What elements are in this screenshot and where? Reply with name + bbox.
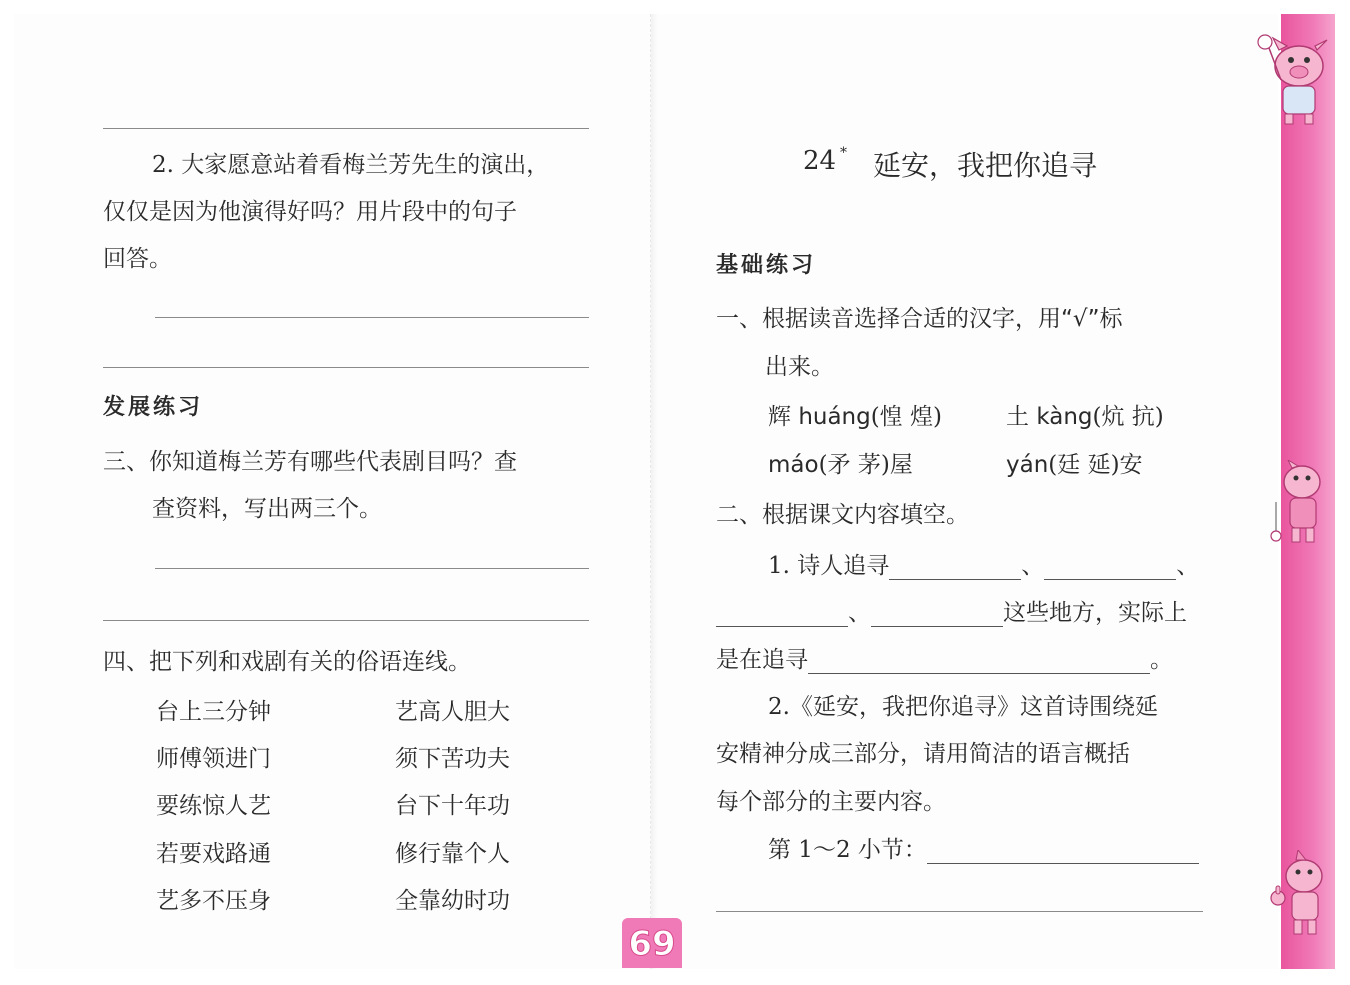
answer-line — [103, 367, 589, 368]
answer-line — [155, 317, 589, 318]
thumbs-up-mascot-icon — [1262, 850, 1334, 940]
question-3-line-1: 三、你知道梅兰芳有哪些代表剧目吗？查 — [103, 449, 517, 475]
answer-line — [155, 568, 589, 569]
proverb-left[interactable]: 师傅领进门 — [156, 746, 271, 772]
pinyin-item-2[interactable]: 土 kàng(炕 抗) — [1006, 404, 1164, 430]
question-2-2-line-2: 安精神分成三部分，请用简洁的语言概括 — [716, 741, 1130, 767]
proverb-left[interactable]: 艺多不压身 — [156, 888, 271, 914]
blank-field[interactable] — [871, 604, 1003, 627]
fill-line-2: 、 这些地方，实际上 — [716, 594, 1187, 627]
question-2-2-line-3: 每个部分的主要内容。 — [716, 789, 946, 815]
proverb-right[interactable]: 须下苦功夫 — [395, 746, 510, 772]
lesson-title: 延安，我把你追寻 — [873, 149, 1098, 182]
lesson-mark: * — [840, 145, 847, 161]
question-2-2-line-1: 2.《延安，我把你追寻》这首诗围绕延 — [768, 694, 1158, 720]
pinyin-item-3[interactable]: máo(矛 茅)屋 — [768, 452, 913, 478]
question-1-line-2: 出来。 — [765, 354, 834, 380]
question-2-line-1: 2. 大家愿意站着看梅兰芳先生的演出， — [152, 152, 550, 178]
question-4-title: 四、把下列和戏剧有关的俗语连线。 — [103, 649, 471, 675]
proverb-right[interactable]: 艺高人胆大 — [395, 699, 510, 725]
pinyin-item-1[interactable]: 辉 huáng(惶 煌) — [768, 404, 943, 430]
blank-field[interactable] — [716, 604, 848, 627]
answer-line — [716, 911, 1203, 912]
section-heading-development: 发展练习 — [103, 394, 204, 420]
page-number: 69 — [622, 918, 682, 968]
blank-field[interactable] — [808, 651, 1150, 674]
question-3-line-2: 查资料，写出两三个。 — [152, 496, 382, 522]
proverb-right[interactable]: 修行靠个人 — [395, 841, 510, 867]
question-2-line-3: 回答。 — [103, 246, 172, 272]
fill-line-3: 是在追寻 。 — [716, 647, 1173, 673]
answer-line — [103, 620, 589, 621]
question-2-line-2: 仅仅是因为他演得好吗？用片段中的句子 — [103, 199, 517, 225]
question-2-title: 二、根据课文内容填空。 — [716, 502, 969, 528]
blank-field[interactable] — [889, 557, 1021, 580]
pinyin-item-4[interactable]: yán(廷 延)安 — [1006, 452, 1143, 478]
yoyo-mascot-icon — [1262, 460, 1332, 550]
question-1-line-1: 一、根据读音选择合适的汉字，用“√”标 — [716, 306, 1123, 332]
fill-line-1: 1. 诗人追寻 、 、 — [768, 553, 1200, 579]
proverb-right[interactable]: 全靠幼时功 — [395, 888, 510, 914]
proverb-right[interactable]: 台下十年功 — [395, 793, 510, 819]
answer-line — [103, 128, 589, 129]
fill-line-sections-1-2: 第 1～2 小节： — [768, 831, 1199, 864]
proverb-left[interactable]: 若要戏路通 — [156, 841, 271, 867]
blank-field[interactable] — [1044, 557, 1176, 580]
pig-mascot-icon — [1255, 28, 1335, 126]
section-heading-basic: 基础练习 — [716, 252, 817, 278]
blank-field[interactable] — [927, 841, 1199, 864]
proverb-left[interactable]: 要练惊人艺 — [156, 793, 271, 819]
proverb-left[interactable]: 台上三分钟 — [156, 699, 271, 725]
lesson-number: 24 — [803, 146, 837, 176]
